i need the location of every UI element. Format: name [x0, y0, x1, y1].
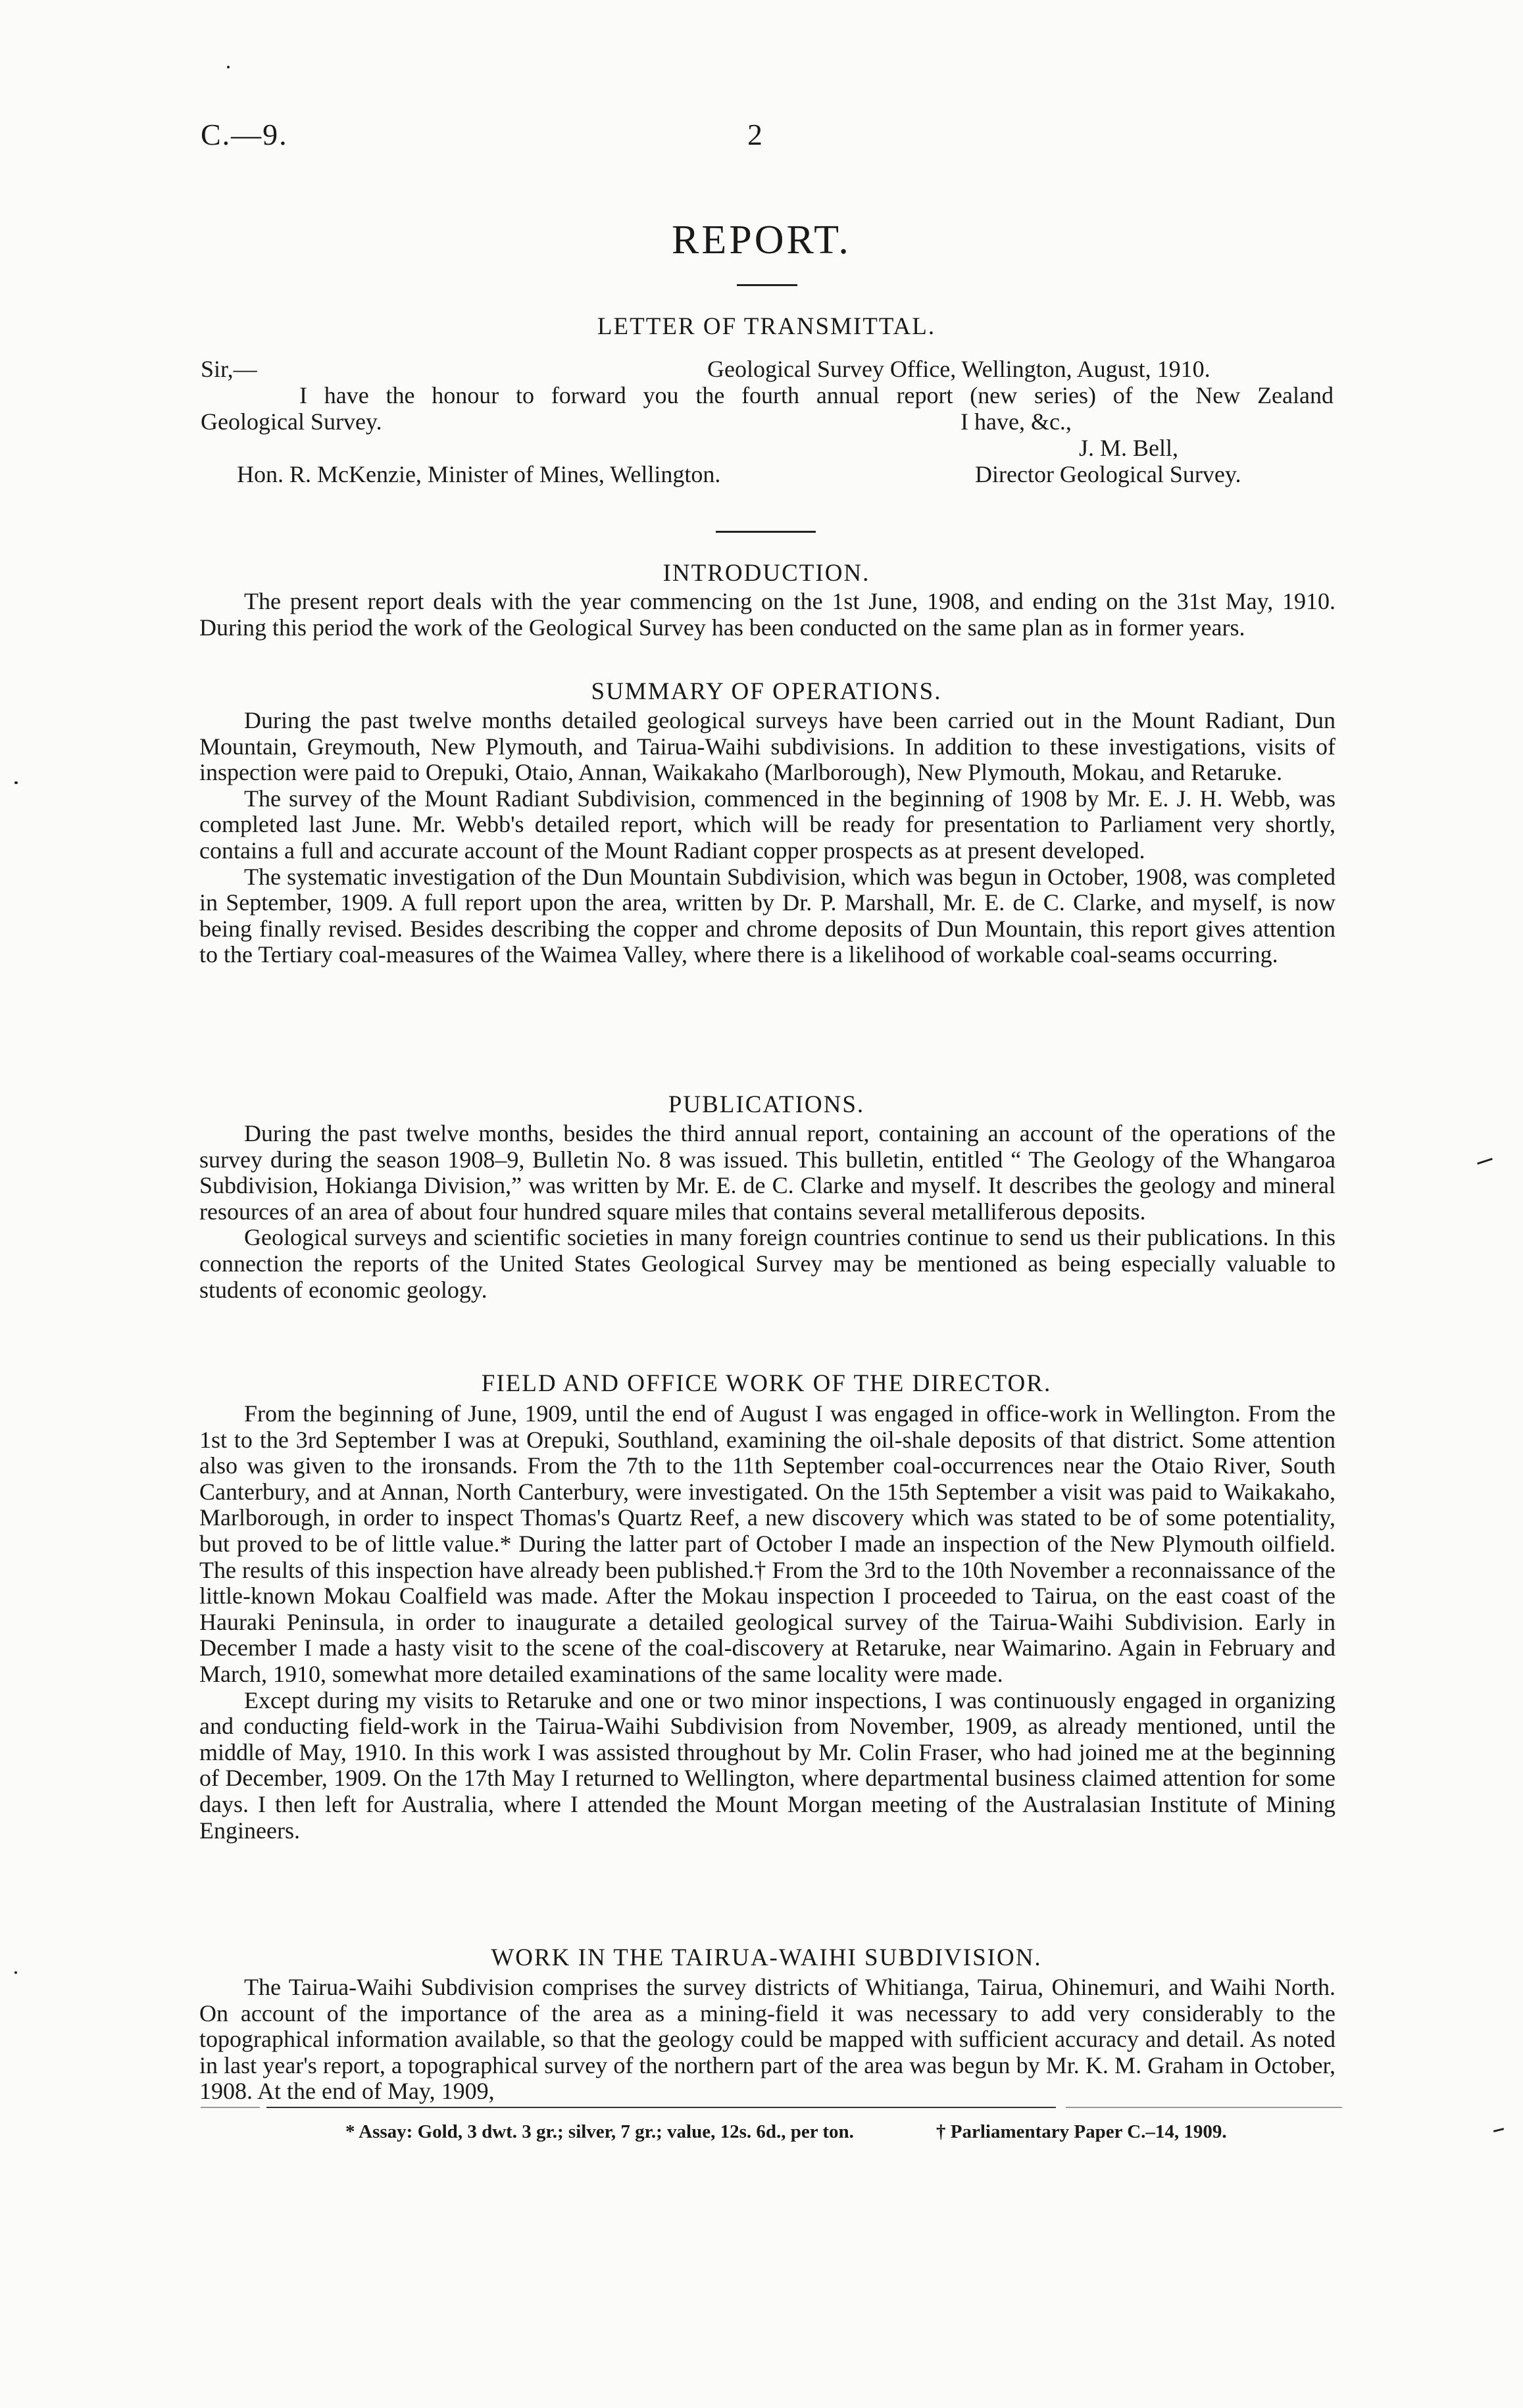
letter-rule [716, 531, 816, 533]
letter-signatory: J. M. Bell, [1079, 435, 1179, 461]
page-series-code: C.—9. [201, 118, 288, 151]
report-title: REPORT. [672, 218, 851, 262]
field-work-body [199, 1401, 1336, 1844]
publications-paragraph-2: Geological surveys and scientific societies in many foreign countries continue to send us their publications. In this connection the reports of the United States Geological Survey may be mentioned as being especially valuable to students of economic geology. [199, 1224, 1336, 1303]
intro-body [199, 589, 1336, 641]
field-work-paragraph-1: From the beginning of June, 1909, until the end of August I was engaged in office-work in Wellington. From the 1st to the 3rd September I was at Orepuki, Southland, examining the oil-shale deposits of that district. Some attention also was given to the ironsands. From the 7th to the 11th September coal-occurrences near the Otaio River, South Canterbury, and at Annan, North Canterbury, were investigated. On the 15th September a visit was paid to Waikakaho, Marlborough, in order to inspect Thomas's Quartz Reef, a new discovery which was stated to be of some potentiality, but proved to be of little value.* During the latter part of October I made an inspection of the New Plymouth oilfield. The results of this inspection have already been published.† From the 3rd to the 10th November a reconnaissance of the little-known Mokau Coalfield was made. After the Mokau inspection I proceeded to Tairua, on the east coast of the Hauraki Peninsula, in order to inaugurate a detailed geological survey of the Tairua-Waihi Subdivision. Early in December I made a hasty visit to the scene of the coal-discovery at Retaruke, near Waimarino. Again in February and March, 1910, somewhat more detailed examinations of the same locality were made. [199, 1400, 1336, 1687]
publications-heading: PUBLICATIONS. [668, 1091, 865, 1118]
letter-body-line-2: Geological Survey. [201, 408, 382, 435]
margin-speck [14, 1971, 17, 1974]
summary-paragraph-3: The systematic investigation of the Dun Mountain Subdivision, which was begun in October, 1908, was completed in September, 1909. A full report upon the area, written by Dr. P. Marshall, Mr. E. de C. Clarke, and myself, is now being finally revised. Besides describing the copper and chrome deposits of Dun Mountain, this report gives attention to the Tertiary coal-measures of the Waimea Valley, where there is a likelihood of workable coal-seams occurring. [199, 863, 1336, 968]
page-number: 2 [747, 118, 762, 151]
tairua-waihi-body [199, 1975, 1336, 2105]
publications-paragraph-1: During the past twelve months, besides the third annual report, containing an account of the operations of the survey during the season 1908–9, Bulletin No. 8 was issued. This bulletin, entitled “ The Geology of the Whangaroa Subdivision, Hokianga Division,” was written by Mr. E. de C. Clarke and myself. It describes the geology and mineral resources of an area of about four hundred square miles that contains several metalliferous deposits. [199, 1120, 1336, 1225]
publications-body [199, 1121, 1336, 1303]
footnote-assay: * Assay: Gold, 3 dwt. 3 gr.; silver, 7 gr.; value, 12s. 6d., per ton. [345, 2121, 854, 2142]
intro-paragraph: The present report deals with the year commencing on the 1st June, 1908, and ending on the 31st May, 1910. During this period the work of the Geological Survey has been conducted on the same plan as in former years. [199, 588, 1336, 641]
letter-addressee: Hon. R. McKenzie, Minister of Mines, Wellington. [237, 461, 721, 487]
letter-body-line-1: I have the honour to forward you the fourth annual report (new series) of the New Zealand [299, 382, 1334, 408]
footnote-rule-left [201, 2107, 260, 2108]
letter-salutation: Sir,— [201, 356, 257, 382]
summary-heading: SUMMARY OF OPERATIONS. [591, 678, 942, 705]
letter-office-date: Geological Survey Office, Wellington, August, 1910. [707, 356, 1211, 382]
margin-speck [227, 66, 230, 68]
letter-signatory-title: Director Geological Survey. [975, 461, 1241, 487]
summary-body [199, 708, 1336, 968]
letter-heading: LETTER OF TRANSMITTAL. [597, 313, 936, 340]
letter-closing: I have, &c., [961, 408, 1072, 435]
margin-speck [1477, 1158, 1493, 1164]
tairua-waihi-paragraph: The Tairua-Waihi Subdivision comprises the survey districts of Whitianga, Tairua, Ohinemuri, and Waihi North. On account of the importance of the area as a mining-field it was necessary to add very considerably to the topographical information available, so that the geology could be mapped with sufficient accuracy and detail. As noted in last year's report, a topographical survey of the northern part of the area was begun by Mr. K. M. Graham in October, 1908. At the end of May, 1909, [199, 1974, 1336, 2105]
field-work-heading: FIELD AND OFFICE WORK OF THE DIRECTOR. [481, 1370, 1052, 1397]
field-work-paragraph-2: Except during my visits to Retaruke and one or two minor inspections, I was continuously engaged in organizing and conducting field-work in the Tairua-Waihi Subdivision from November, 1909, as already mentioned, until the middle of May, 1910. In this work I was assisted throughout by Mr. Colin Fraser, who had joined me at the beginning of December, 1909. On the 17th May I returned to Wellington, where departmental business claimed attention for some days. I then left for Australia, where I attended the Mount Morgan meeting of the Australasian Institute of Mining Engineers. [199, 1686, 1336, 1844]
intro-heading: INTRODUCTION. [662, 560, 870, 587]
margin-speck [1493, 2128, 1504, 2132]
footnote-rule [266, 2107, 1056, 2108]
summary-paragraph-2: The survey of the Mount Radiant Subdivision, commenced in the beginning of 1908 by Mr. E. J. H. Webb, was completed last June. Mr. Webb's detailed report, which will be ready for presentation to Parliament very shortly, contains a full and accurate account of the Mount Radiant copper prospects as at present developed. [199, 785, 1336, 864]
summary-paragraph-1: During the past twelve months detailed geological surveys have been carried out in the Mount Radiant, Dun Mountain, Greymouth, New Plymouth, and Tairua-Waihi subdivisions. In addition to these investigations, visits of inspection were paid to Orepuki, Otaio, Annan, Waikakaho (Marlborough), New Plymouth, Mokau, and Retaruke. [199, 707, 1336, 786]
margin-speck [14, 781, 18, 784]
footnote-rule-right [1066, 2107, 1342, 2108]
title-rule [737, 284, 797, 286]
tairua-waihi-heading: WORK IN THE TAIRUA-WAIHI SUBDIVISION. [491, 1944, 1042, 1971]
footnote-parliamentary-paper: † Parliamentary Paper C.–14, 1909. [936, 2121, 1227, 2142]
